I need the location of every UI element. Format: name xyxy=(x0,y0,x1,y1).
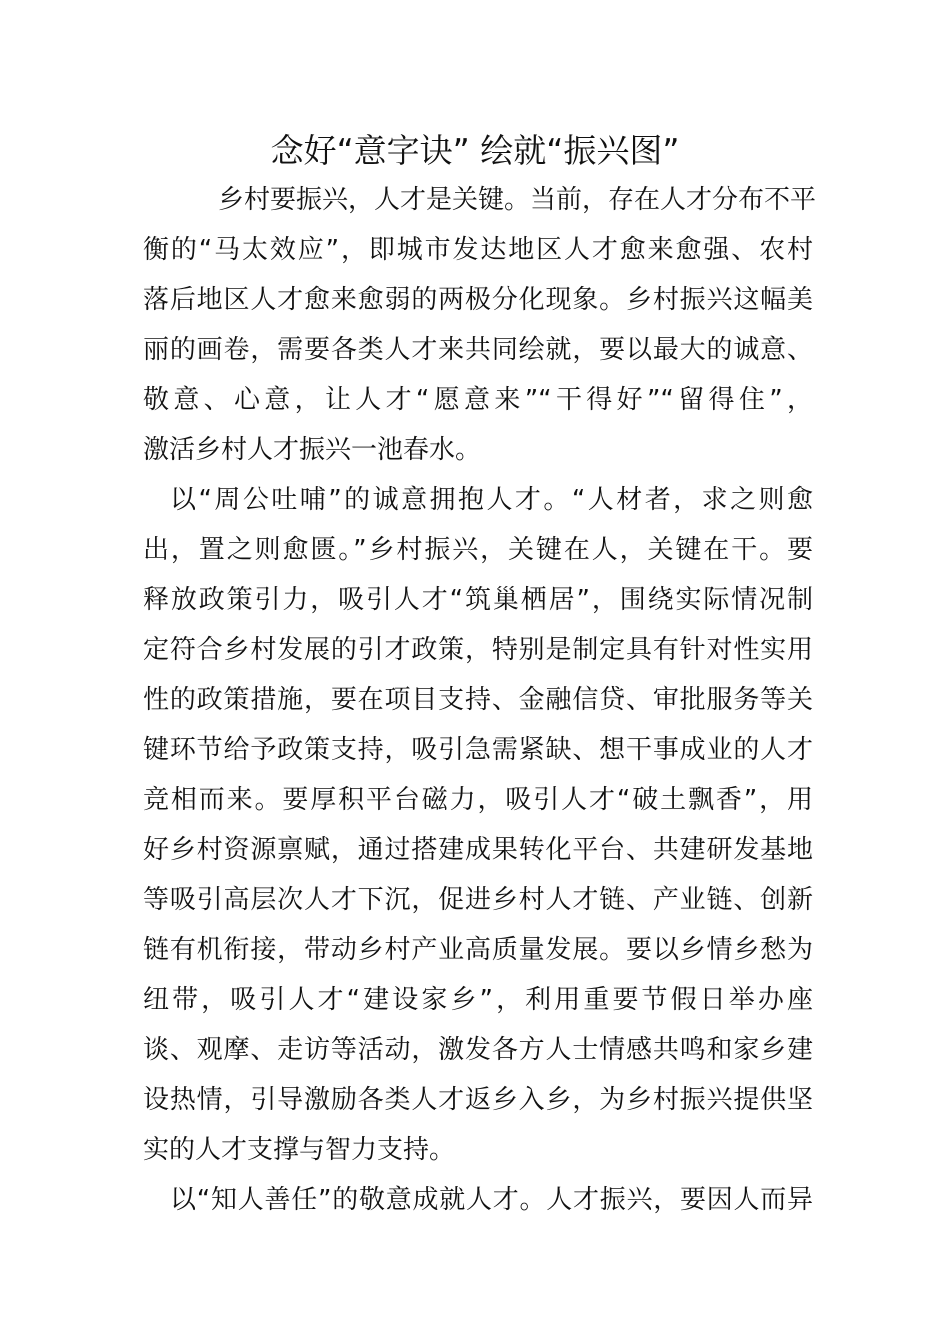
paragraph-line: 实的人才支撑与智力支持。 xyxy=(143,1135,456,1165)
paragraph-line: 设热情，引导激励各类人才返乡入乡，为乡村振兴提供坚 xyxy=(143,1085,813,1115)
paragraph-line: 键环节给予政策支持，吸引急需紧缺、想干事成业的人才 xyxy=(143,735,813,765)
paragraph-line: 丽的画卷，需要各类人才来共同绘就，要以最大的诚意、 xyxy=(143,335,813,365)
paragraph-line: 敬意、心意，让人才“愿意来”“干得好”“留得住”， xyxy=(143,385,813,415)
paragraph-line: 落后地区人才愈来愈弱的两极分化现象。乡村振兴这幅美 xyxy=(143,285,813,315)
paragraph-line: 好乡村资源禀赋，通过搭建成果转化平台、共建研发基地 xyxy=(143,835,813,865)
paragraph-line: 等吸引高层次人才下沉，促进乡村人才链、产业链、创新 xyxy=(143,885,813,915)
paragraph-line: 竞相而来。要厚积平台磁力，吸引人才“破土飘香”，用 xyxy=(143,785,813,815)
paragraph-line: 衡的“马太效应”，即城市发达地区人才愈来愈强、农村 xyxy=(143,235,813,265)
paragraph-line: 以“周公吐哺”的诚意拥抱人才。“人材者，求之则愈 xyxy=(170,485,813,515)
paragraph-line: 链有机衔接，带动乡村产业高质量发展。要以乡情乡愁为 xyxy=(143,935,813,965)
paragraph-line: 激活乡村人才振兴一池春水。 xyxy=(143,435,482,465)
paragraph-line: 定符合乡村发展的引才政策，特别是制定具有针对性实用 xyxy=(143,635,813,665)
document-title: 念好“意字诀” 绘就“振兴图” xyxy=(270,131,680,170)
paragraph-line: 释放政策引力，吸引人才“筑巢栖居”，围绕实际情况制 xyxy=(143,585,813,615)
paragraph-line: 以“知人善任”的敬意成就人才。人才振兴，要因人而异 xyxy=(170,1185,813,1215)
paragraph-line: 性的政策措施，要在项目支持、金融信贷、审批服务等关 xyxy=(143,685,813,715)
paragraph-line: 乡村要振兴，人才是关键。当前，存在人才分布不平 xyxy=(218,185,817,215)
paragraph-line: 纽带，吸引人才“建设家乡”，利用重要节假日举办座 xyxy=(143,985,813,1015)
paragraph-line: 谈、观摩、走访等活动，激发各方人士情感共鸣和家乡建 xyxy=(143,1035,813,1065)
paragraph-line: 出，置之则愈匮。”乡村振兴，关键在人，关键在干。要 xyxy=(143,535,813,565)
